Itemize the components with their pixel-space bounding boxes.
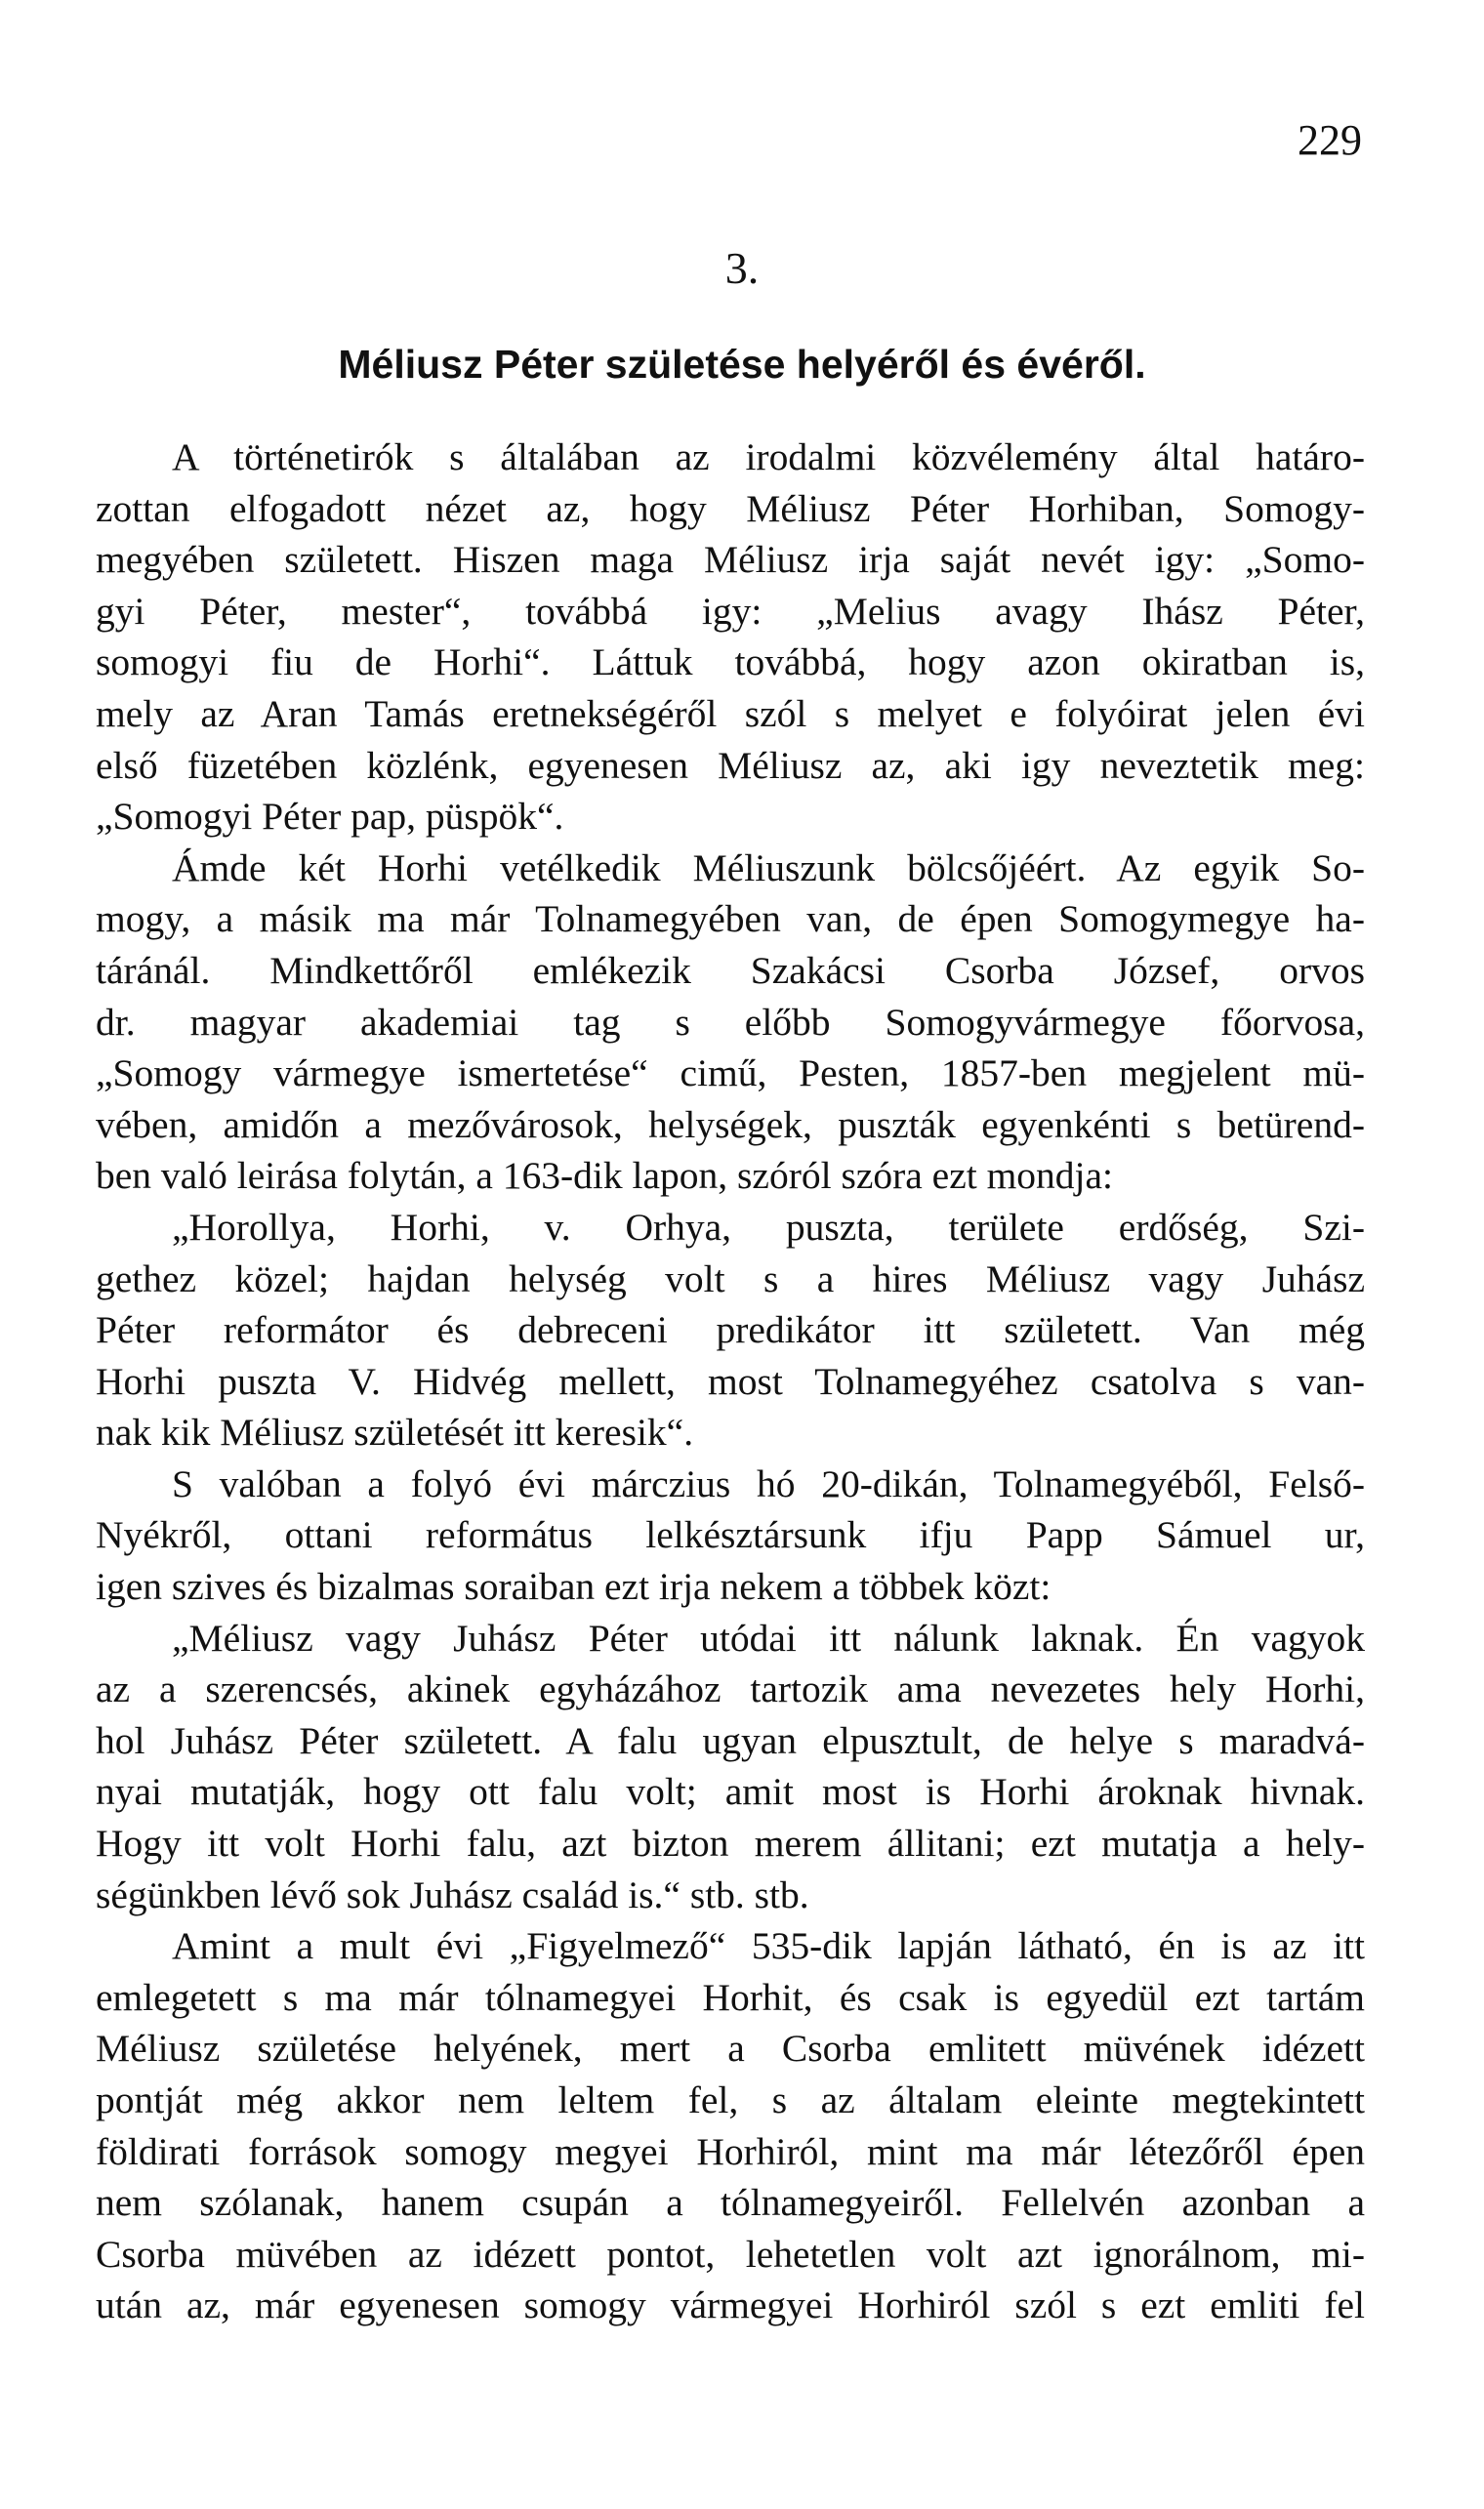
text-line: hol Juhász Péter született. A falu ugyan elpusztult, de helye s maradvá- (96, 1718, 1365, 1762)
text-line: S valóban a folyó évi márczius hó 20-dikán, Tolnamegyéből, Felső- (172, 1461, 1365, 1505)
text-line: nak kik Méliusz születését itt keresik“. (96, 1411, 694, 1455)
text-line: A történetirók s általában az irodalmi közvélemény által határo- (172, 435, 1365, 478)
text-line: Méliusz születése helyének, mert a Csorba emlitett müvének idézett (96, 2027, 1365, 2071)
text-line: Horhi puszta V. Hidvég mellett, most Tolnamegyéhez csatolva s van- (96, 1359, 1365, 1403)
text-line: táránál. Mindkettőről emlékezik Szakácsi Csorba József, orvos (96, 948, 1365, 992)
text-line: Csorba müvében az idézett pontot, lehetetlen volt azt ignorálnom, mi- (96, 2232, 1365, 2276)
text-line: ségünkben lévő sok Juhász család is.“ stb. stb. (96, 1872, 809, 1916)
text-line: „Horollya, Horhi, v. Orhya, puszta, területe erdőség, Szi- (172, 1205, 1365, 1249)
text-line: első füzetében közlénk, egyenesen Méliusz az, aki igy neveztetik meg: (96, 743, 1365, 787)
text-line: ben való leirása folytán, a 163-dik lapon, szóról szóra ezt mondja: (96, 1154, 1114, 1198)
text-line: megyében született. Hiszen maga Méliusz irja saját nevét igy: „Somo- (96, 538, 1365, 582)
text-line: somogyi fiu de Horhi“. Láttuk továbbá, hogy azon okiratban is, (96, 640, 1365, 684)
text-line: Amint a mult évi „Figyelmező“ 535-dik lapján látható, én is az itt (172, 1924, 1365, 1968)
text-line: gethez közel; hajdan helység volt s a hires Méliusz vagy Juhász (96, 1256, 1365, 1300)
body-text (96, 432, 1365, 2331)
text-line: „Somogyi Péter pap, püspök“. (96, 795, 564, 839)
text-line: Péter reformátor és debreceni predikátor itt született. Van még (96, 1308, 1365, 1352)
text-line: „Méliusz vagy Juhász Péter utódai itt nálunk laknak. Én vagyok (172, 1616, 1365, 1660)
text-line: vében, amidőn a mezővárosok, helységek, puszták egyenkénti s betürend- (96, 1102, 1365, 1146)
text-line: mely az Aran Tamás eretnekségéről szól s melyet e folyóirat jelen évi (96, 691, 1365, 735)
text-line: Nyékről, ottani református lelkésztársunk ifju Papp Sámuel ur, (96, 1513, 1365, 1557)
page-number: 229 (1298, 116, 1362, 164)
text-line: Hogy itt volt Horhi falu, azt bizton merem állitani; ezt mutatja a hely- (96, 1822, 1365, 1866)
text-line: után az, már egyenesen somogy vármegyei Horhiról szól s ezt emliti fel (96, 2283, 1365, 2327)
text-line: emlegetett s ma már tólnamegyei Horhit, és csak is egyedül ezt tartám (96, 1975, 1365, 2019)
text-line: az a szerencsés, akinek egyházához tartozik ama nevezetes hely Horhi, (96, 1667, 1365, 1711)
text-line: mogy, a másik ma már Tolnamegyében van, de épen Somogymegye ha- (96, 897, 1365, 941)
text-line: Ámde két Horhi vetélkedik Méliuszunk bölcsőjéért. Az egyik So- (172, 845, 1365, 889)
section-number: 3. (724, 243, 760, 293)
text-line: nem szólanak, hanem csupán a tólnamegyeiről. Fellelvén azonban a (96, 2181, 1365, 2225)
text-line: zottan elfogadott nézet az, hogy Méliusz Péter Horhiban, Somogy- (96, 486, 1365, 530)
text-line: pontját még akkor nem leltem fel, s az általam eleinte megtekintett (96, 2078, 1365, 2121)
text-line: igen szives és bizalmas soraiban ezt irja nekem a többek közt: (96, 1565, 1051, 1609)
text-line: „Somogy vármegye ismertetése“ cimű, Pesten, 1857-ben megjelent mü- (96, 1051, 1365, 1095)
text-line: gyi Péter, mester“, továbbá igy: „Melius avagy Ihász Péter, (96, 589, 1365, 633)
text-line: dr. magyar akademiai tag s előbb Somogyvármegye főorvosa, (96, 1000, 1365, 1044)
section-heading: Méliusz Péter születése helyéről és évéről. (338, 342, 1146, 387)
text-line: nyai mutatják, hogy ott falu volt; amit most is Horhi ároknak hivnak. (96, 1770, 1365, 1814)
text-line: földirati források somogy megyei Horhiról, mint ma már létezőről épen (96, 2129, 1365, 2173)
